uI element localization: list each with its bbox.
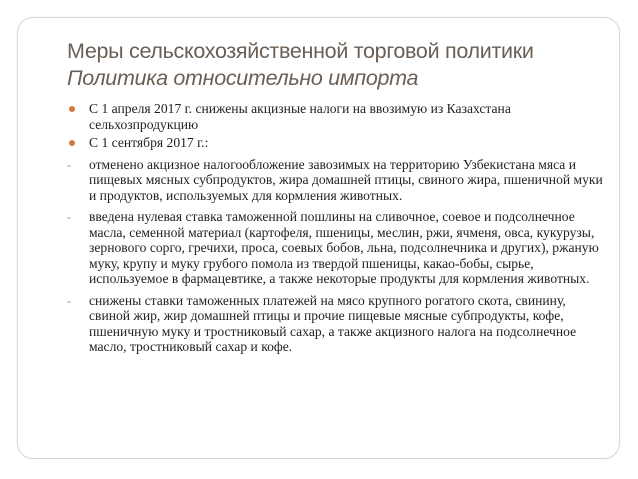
bullet-icon	[69, 140, 75, 146]
list-item-text: С 1 апреля 2017 г. снижены акцизные налоги на ввозимую из Казахстана сельхозпродукцию	[89, 101, 511, 132]
list-item	[67, 157, 607, 204]
list-item-text: введена нулевая ставка таможенной пошлины на сливочное, соевое и подсолнечное масла, семенной материал (картофеля, пшеницы, меслин, ржи, ячменя, овса, кукурузы, зернового сорго, гречихи, проса, соевых бобов, льна, подсолнечника и других), ржаную муку, крупу и муку грубого помола из твердой пшеницы, какао-бобы, сырье, используемое в фармацевтике, а также некоторые продукты для кормления животных.	[89, 209, 599, 286]
dash-marker: -	[67, 157, 71, 172]
list-item-text: отменено акцизное налогообложение завозимых на территорию Узбекистана мяса и пищевых мясных субпродуктов, жира домашней птицы, свиного жира, пшеничной муки и продуктов, используемых для кормления животных.	[89, 156, 603, 203]
list-item	[67, 209, 607, 287]
content-list	[67, 101, 607, 358]
list-item-text: С 1 сентября 2017 г.:	[89, 135, 209, 150]
title-line-1: Меры сельскохозяйственной торговой политики	[67, 39, 534, 63]
list-item-text: снижены ставки таможенных платежей на мясо крупного рогатого скота, свинину, свиной жир, жир домашней птицы и прочие пищевые мясные субпродукты, кофе, пшеничную муку и тростниковый сахар, а также акцизного налога на подсолнечное масло, тростниковый сахар и кофе.	[89, 292, 577, 354]
list-item	[67, 101, 607, 132]
bullet-icon	[69, 106, 75, 112]
dash-marker: -	[67, 210, 71, 224]
slide-title	[67, 38, 627, 92]
title-line-2: Политика относительно импорта	[67, 66, 419, 90]
list-item	[67, 135, 607, 151]
list-item	[67, 293, 607, 355]
dash-marker: -	[67, 293, 71, 308]
